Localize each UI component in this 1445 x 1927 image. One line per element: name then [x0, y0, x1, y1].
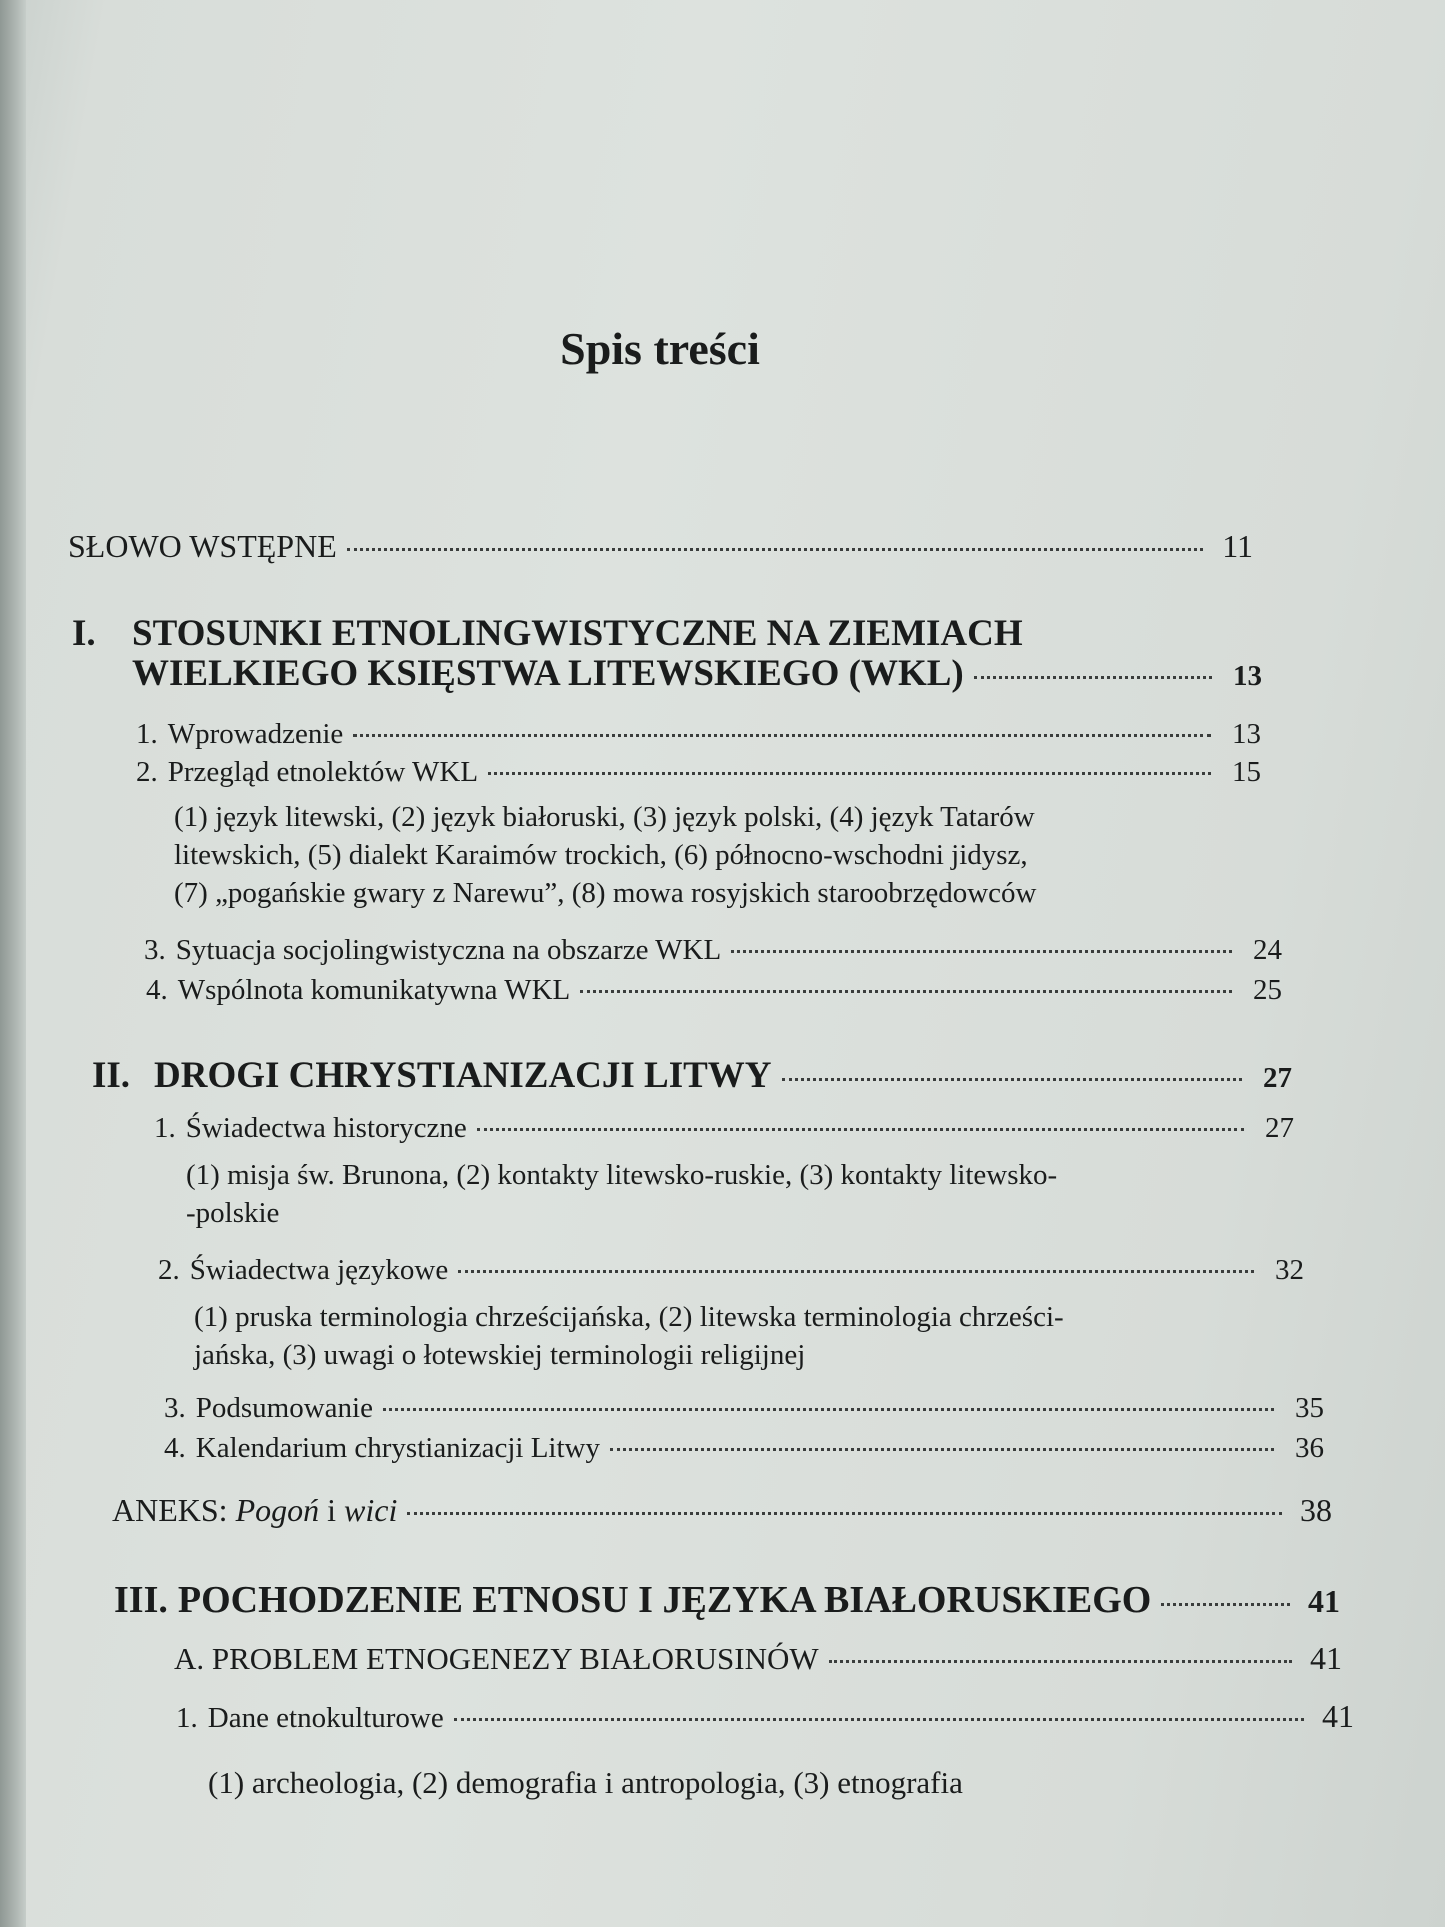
chapter-title-line2: WIELKIEGO KSIĘSTWA LITEWSKIEGO (WKL) — [132, 653, 964, 694]
dot-leader — [454, 1718, 1304, 1721]
aneks-conjunction: i — [319, 1492, 344, 1528]
description-line: -polskie — [186, 1197, 280, 1229]
aneks-title-wici: wici — [344, 1492, 398, 1528]
description-line: litewskich, (5) dialekt Karaimów trockich, (6) północno-wschodni jidysz, — [174, 839, 1028, 871]
dot-leader — [477, 1128, 1244, 1131]
entry-description-2-2 — [194, 1298, 1194, 1374]
page-number: 41 — [1310, 1640, 1342, 1676]
dot-leader — [488, 772, 1211, 775]
entry-number: 3. — [164, 1392, 186, 1424]
entry-label: Wspólnota komunikatywna WKL — [177, 974, 571, 1006]
entry-description-1-2 — [174, 798, 1174, 912]
description-line: (1) misja św. Brunona, (2) kontakty litewsko-ruskie, (3) kontakty litewsko- — [186, 1159, 1058, 1191]
toc-chapter-3 — [114, 1578, 1340, 1622]
chapter-number: III. — [114, 1579, 168, 1621]
toc-entry-slowo-wstepne — [68, 528, 1253, 565]
entry-label: Kalendarium chrystianizacji Litwy — [195, 1432, 600, 1464]
entry-label: Świadectwa językowe — [189, 1254, 449, 1286]
page-number: 15 — [1232, 756, 1261, 788]
page-number: 11 — [1222, 528, 1253, 564]
entry-label: Dane etnokulturowe — [207, 1702, 444, 1734]
chapter-number: I. — [72, 613, 96, 654]
dot-leader — [782, 1078, 1242, 1081]
page-number: 25 — [1253, 974, 1282, 1006]
description-line: (1) archeologia, (2) demografia i antropologia, (3) etnografia — [208, 1765, 963, 1800]
dot-leader — [731, 950, 1232, 953]
toc-entry-2-1 — [154, 1112, 1294, 1145]
chapter-number: II. — [92, 1055, 131, 1096]
dot-leader — [1161, 1603, 1290, 1606]
entry-label: Sytuacja socjolingwistyczna na obszarze WKL — [175, 934, 722, 966]
entry-number: 2. — [158, 1254, 180, 1286]
entry-description-3-a-1 — [208, 1764, 1208, 1802]
section-label: A. PROBLEM ETNOGENEZY BIAŁORUSINÓW — [174, 1641, 819, 1676]
entry-number: 2. — [136, 756, 158, 788]
entry-label: SŁOWO WSTĘPNE — [68, 528, 337, 564]
page-number: 41 — [1308, 1583, 1340, 1619]
entry-number: 1. — [176, 1702, 198, 1734]
entry-label: Wprowadzenie — [167, 718, 344, 750]
toc-entry-1-3 — [144, 934, 1282, 967]
toc-entry-aneks — [112, 1492, 1332, 1529]
toc-chapter-1 — [72, 612, 1262, 655]
entry-description-2-1 — [186, 1156, 1186, 1232]
description-line: jańska, (3) uwagi o łotewskiej terminologii religijnej — [194, 1339, 806, 1371]
dot-leader — [610, 1448, 1274, 1451]
dot-leader — [829, 1660, 1292, 1663]
page-number: 38 — [1300, 1492, 1332, 1528]
dot-leader — [353, 734, 1211, 737]
page-title: Spis treści — [560, 323, 760, 374]
entry-label: Przegląd etnolektów WKL — [167, 756, 479, 788]
page-number: 36 — [1295, 1432, 1324, 1464]
dot-leader — [974, 676, 1212, 679]
toc-chapter-2 — [92, 1054, 1292, 1097]
entry-label: Podsumowanie — [195, 1392, 373, 1424]
toc-entry-3-a-1 — [176, 1698, 1354, 1735]
page-number: 41 — [1322, 1698, 1354, 1734]
toc-entry-2-4 — [164, 1432, 1324, 1465]
toc-entry-1-4 — [146, 974, 1282, 1007]
page-number: 32 — [1275, 1254, 1304, 1286]
dot-leader — [407, 1512, 1282, 1515]
dot-leader — [383, 1408, 1274, 1411]
description-line: (1) język litewski, (2) język białoruski, (3) język polski, (4) język Tatarów — [174, 801, 1035, 833]
entry-number: 1. — [136, 718, 158, 750]
chapter-title: DROGI CHRYSTIANIZACJI LITWY — [154, 1055, 772, 1096]
toc-entry-1-1 — [136, 718, 1261, 751]
description-line: (1) pruska terminologia chrześcijańska, (2) litewska terminologia chrześci- — [194, 1301, 1064, 1333]
toc-chapter-1-line2 — [132, 652, 1262, 695]
page-number: 27 — [1265, 1112, 1294, 1144]
entry-number: 1. — [154, 1112, 176, 1144]
entry-label: Świadectwa historyczne — [185, 1112, 467, 1144]
description-line: (7) „pogańskie gwary z Narewu”, (8) mowa rosyjskich staroobrzędowców — [174, 877, 1037, 909]
dot-leader — [580, 990, 1232, 993]
book-spine-shadow — [0, 0, 26, 1927]
page-number: 27 — [1263, 1062, 1292, 1094]
toc-entry-2-2 — [158, 1254, 1304, 1287]
entry-number: 4. — [146, 974, 168, 1006]
chapter-title-line1: STOSUNKI ETNOLINGWISTYCZNE NA ZIEMIACH — [132, 613, 1023, 654]
toc-entry-1-2 — [136, 756, 1261, 789]
dot-leader — [347, 548, 1203, 551]
chapter-title: POCHODZENIE ETNOSU I JĘZYKA BIAŁORUSKIEGO — [177, 1579, 1152, 1621]
toc-section-3-a — [174, 1640, 1342, 1677]
dot-leader — [458, 1270, 1254, 1273]
page-number: 35 — [1295, 1392, 1324, 1424]
page-number: 13 — [1232, 718, 1261, 750]
aneks-prefix: ANEKS: — [112, 1492, 236, 1528]
page-number: 13 — [1233, 660, 1262, 692]
toc-entry-2-3 — [164, 1392, 1324, 1425]
entry-number: 4. — [164, 1432, 186, 1464]
page-number: 24 — [1253, 934, 1282, 966]
entry-number: 3. — [144, 934, 166, 966]
aneks-title-pogon: Pogoń — [235, 1492, 320, 1528]
